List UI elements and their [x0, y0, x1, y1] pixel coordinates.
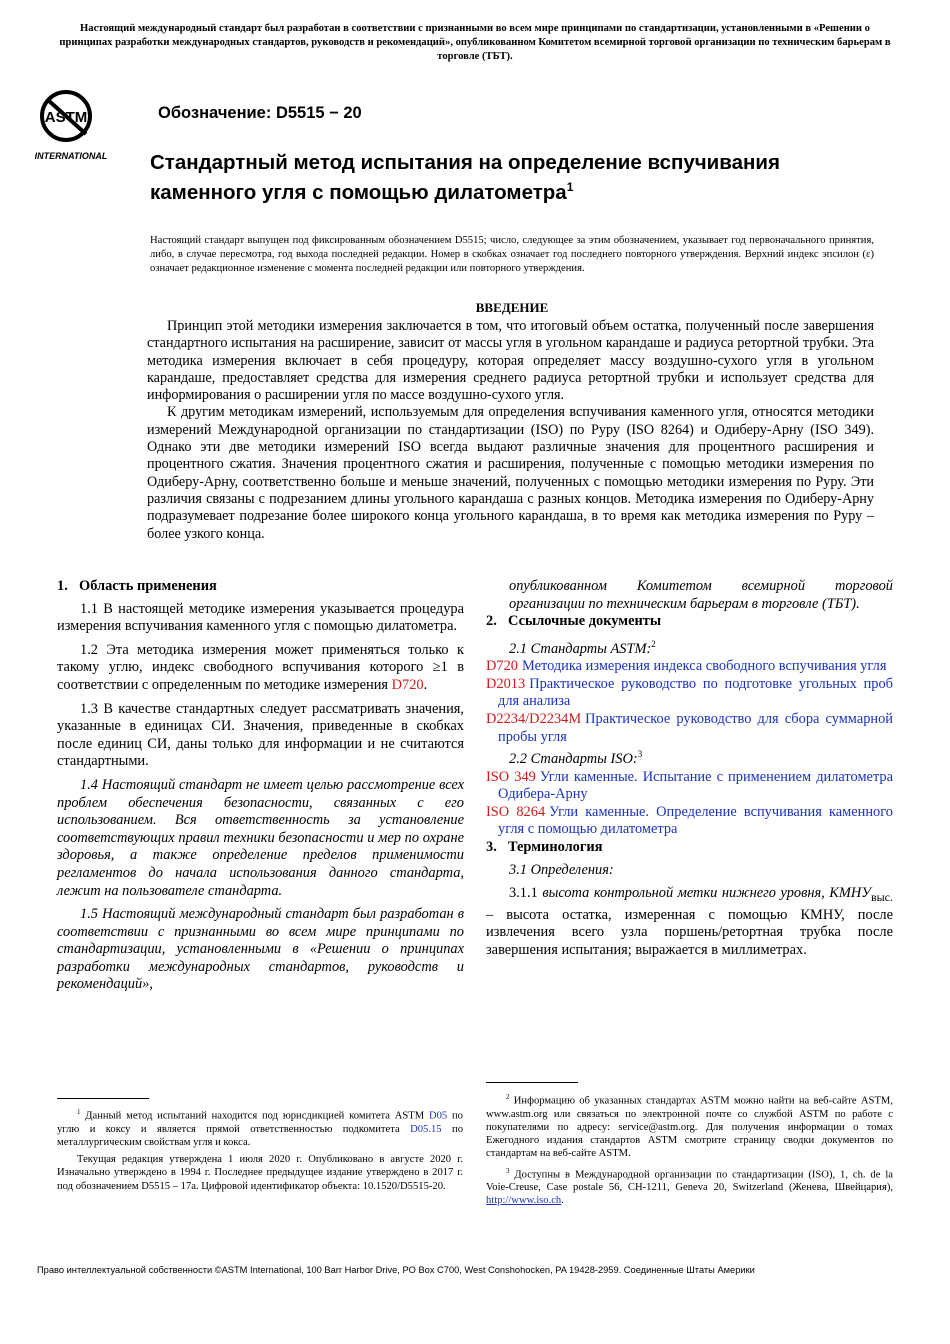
link-d720[interactable]: D720 — [391, 676, 424, 693]
footnote-number: 2 — [506, 1093, 510, 1101]
section-title: Ссылочные документы — [508, 613, 662, 630]
logo-caption: INTERNATIONAL — [34, 151, 108, 161]
term-subscript: выс. — [870, 889, 893, 904]
reference-title-link[interactable]: Угли каменные. Определение вспучивания каменного угля с помощью дилатометра — [498, 803, 893, 838]
iso-website-link[interactable]: http://www.iso.ch — [486, 1195, 562, 1207]
footnote-number: 1 — [77, 1108, 81, 1116]
document-title — [150, 151, 870, 205]
paragraph-1-5-continued: опубликованном Комитетом всемирной торговой организации по техническим барьерам в торговле (ТБТ). — [509, 578, 893, 612]
footnote-text: Доступны в Международной организации по стандартизации (ISO), 1, ch. de la Voie-Creuse, Case postale 56, CH-1211, Geneva 20, Switzerland (Женева, Швейцария), — [486, 1169, 893, 1194]
astm-standards-label — [486, 636, 893, 658]
section-title: Область применения — [79, 578, 217, 594]
paragraph-3-1: 3.1 Определения: — [509, 861, 614, 878]
introduction-heading: ВВЕДЕНИЕ — [475, 300, 549, 315]
footnote-marker[interactable]: 3 — [637, 749, 643, 760]
reference-title-link[interactable]: Практическое руководство по подготовке угольных проб для анализа — [498, 675, 893, 710]
reference-d2013 — [486, 676, 893, 711]
clause-number: 3.1.1 — [509, 885, 538, 902]
left-column — [57, 578, 464, 1000]
iso-standards-label — [486, 746, 893, 768]
right-column — [486, 578, 893, 965]
committee-link[interactable]: D05 — [428, 1110, 448, 1122]
footnote-text: Данный метод испытаний находится под юрисдикцией комитета ASTM — [85, 1110, 429, 1122]
paragraph-1-5: 1.5 Настоящий международный стандарт был разработан в соответствии с признанными во всем мире принципами по стандартизации, установленными в «Решении о принципах разработки международных стандартов, руководств и рекомендаций», — [57, 906, 464, 993]
label-text: 2.2 Стандарты ISO: — [509, 750, 638, 767]
section-title: Терминология — [508, 838, 603, 855]
paragraph-1-2 — [57, 642, 464, 695]
section-1-heading — [57, 578, 464, 596]
introduction-body — [147, 318, 874, 543]
paragraph-1-1: 1.1 В настоящей методике измерения указывается процедура измерения вспучивания каменного угля с помощью дилатометра. — [57, 600, 464, 635]
reference-code-link[interactable]: ISO 8264 — [486, 803, 546, 820]
paragraph-1-3: 1.3 В качестве стандартных следует рассматривать значения, указанные в единицах СИ. Значения, приведенные в скобках после единиц СИ, даны только для информации и не считаются стандартными. — [57, 700, 464, 770]
reference-title-link[interactable]: Практическое руководство для сбора суммарной пробы угля — [498, 710, 893, 745]
section-number: 3. — [486, 838, 497, 855]
section-number: 1. — [57, 578, 68, 594]
footnote-3 — [486, 1165, 893, 1208]
reference-code-link[interactable]: D2013 — [486, 675, 526, 692]
footnote-1-edition: Текущая редакция утверждена 1 июля 2020 г. Опубликовано в августе 2020 г. Изначально утверждено в 1994 г. Последнее предыдущее издание утверждено в 2017 г. под обозначением D5515 – 17a. Цифровой идентификатор объекта: 10.1520/D5515-20. — [57, 1154, 463, 1192]
reference-title-link[interactable]: Угли каменные. Испытание с применением дилатометра Одибера-Арну — [498, 768, 893, 803]
footnote-text: по углю и коксу и является прямой ответственностью подкомитета — [57, 1110, 463, 1135]
introduction-paragraph: Принцип этой методики измерения заключается в том, что итоговый объем остатка, полученный после завершения стандартного испытания на расширение, зависит от массы угля в угольном карандаше и радиуса ретортной трубки. Эта методика измерения включает в себя процедуру, которая определяет массу воздушно-сухого угля в угольном карандаше, предоставляет средства для измерения среднего радиуса ретортной трубки и использует средства для информирования о расширении угля по массе воздушно-сухого угля. — [147, 318, 874, 404]
logo-letters: ASTM — [44, 109, 88, 126]
paragraph-end: . — [423, 676, 428, 693]
section-3-heading — [486, 839, 893, 857]
reference-code-link[interactable]: D720 — [486, 658, 518, 675]
footnotes-right — [486, 1091, 893, 1212]
paragraph-1-4: 1.4 Настоящий стандарт не имеет целью рассмотрение всех проблем обеспечения безопасности, связанных с его использованием. Вся ответственность за установление соответствующих правил техники безопасности и мер по охране здоровья, а также определение пределов применимости регламентов до начала использования данного стандарта, лежит на пользователе стандарта. — [57, 776, 464, 899]
designation: Обозначение: D5515 − 20 — [158, 104, 362, 122]
footnote-number: 3 — [506, 1166, 510, 1175]
copyright-footer: Право интеллектуальной собственности ©ASTM International, 100 Barr Harbor Drive, PO Box C700, West Conshohocken, PA 19428-2959. Соединенные Штаты Америки — [37, 1265, 755, 1275]
paragraph-3-1-1 — [486, 885, 893, 959]
reference-code-link[interactable]: D2234/D2234M — [486, 710, 582, 727]
defined-term: высота контрольной метки нижнего уровня, КМНУ — [542, 885, 871, 902]
reference-title-link[interactable]: Методика измерения индекса свободного вспучивания угля — [521, 658, 887, 675]
footnote-text: по металлургическим свойствам угля и кокса. — [57, 1123, 463, 1148]
introduction-paragraph: К другим методикам измерений, используемым для определения вспучивания каменного угля, относятся методики измерений Международной организации по стандартизации (ISO) по Руру (ISO 8264) и Одиберу-Арну (ISO 349). Однако эти две методики измерений ISO всегда выдают различные значения для процентного расширения и процентного сжатия. Значения процентного сжатия и расширения, полученные с помощью методики измерения по Одиберу-Арну, соответственно больше и меньше значений, полученных с помощью методики измерения по Руру. Эти различия связаны с подрезанием длины угольного карандаша с разных концов. Методика измерения по Одиберу-Арну подразумевает подрезание более широкого конца угольного карандаша, в то время как методика измерения по Руру – более узкого конца. — [147, 404, 874, 542]
section-2-heading — [486, 613, 893, 631]
label-text: 2.1 Стандарты ASTM: — [509, 640, 652, 657]
subcommittee-link[interactable]: D05.15 — [410, 1123, 442, 1135]
astm-logo-icon — [30, 86, 112, 164]
footnotes-left — [57, 1106, 463, 1197]
reference-iso-349 — [486, 769, 893, 804]
footnote-text: Информацию об указанных стандартах ASTM можно найти на веб-сайте ASTM, www.astm.org или связаться по электронной почте со службой ASTM по работе с покупателями по адресу: service@astm.org. Для получения информации о томах Ежегодного издания стандартов ASTM смотрите страницу сводки документов по стандартам на веб-сайте ASTM. — [486, 1095, 893, 1160]
reference-d2234 — [486, 711, 893, 746]
top-notice: Настоящий международный стандарт был разработан в соответствии с признанными во всем мире принципами по стандартизации, установленными в «Решении о принципах разработки международных стандартов, руководств и рекомендаций», опубликованном Комитетом всемирной торговой организации по техническим барьерам в торговле (ТБТ). — [59, 23, 891, 62]
footnote-2 — [486, 1091, 893, 1161]
footnote-separator — [57, 1098, 149, 1099]
issuance-note: Настоящий стандарт выпущен под фиксированным обозначением D5515; число, следующее за этим обозначением, указывает год первоначального принятия, либо, в случае пересмотра, год выхода последней редакции. Номер в скобках означает год последнего повторного утверждения. Верхний индекс эпсилон (ε) означает редакционное изменение с момента последней редакции или повторного утверждения. — [150, 235, 874, 274]
reference-iso-8264 — [486, 804, 893, 839]
footnote-separator — [486, 1082, 578, 1083]
footnote-text: . — [561, 1195, 564, 1207]
footnote-1 — [57, 1106, 463, 1149]
reference-code-link[interactable]: ISO 349 — [486, 768, 536, 785]
footnote-marker[interactable]: 2 — [651, 638, 656, 649]
definition-text: – высота остатка, измеренная с помощью КМНУ, после извлечения всего узла поршень/ретортная трубка после завершения испытания; выражается в миллиметрах. — [486, 906, 893, 958]
title-footnote-marker[interactable]: 1 — [566, 180, 574, 194]
section-number: 2. — [486, 613, 497, 630]
document-title-text: Стандартный метод испытания на определение вспучивания каменного угля с помощью дилатометра — [150, 151, 780, 204]
reference-d720 — [486, 658, 893, 676]
astm-logo — [30, 86, 112, 164]
paragraph-text: 1.2 Эта методика измерения может применяться только к такому углю, индекс свободного вспучивания которого ≥1 в соответствии с определенным по методике измерения — [57, 641, 464, 693]
